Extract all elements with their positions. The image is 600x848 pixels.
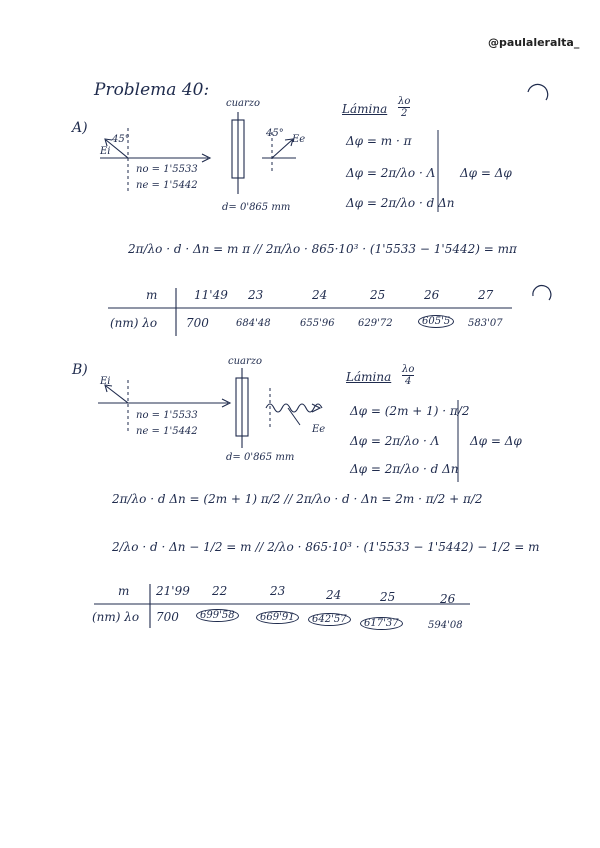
part-a-m-5: 27: [478, 288, 494, 302]
part-b-l-2: 669'91: [256, 611, 299, 624]
part-b-label: B): [72, 362, 88, 378]
fraction-numerator: λo: [402, 364, 415, 375]
part-a-m-2: 24: [312, 288, 328, 302]
part-b-table-lambda-label: (nm) λo: [92, 610, 140, 624]
part-a-plate-title: Lámina: [342, 102, 388, 116]
part-a-ne: ne = 1'5442: [136, 180, 198, 191]
part-b-thickness: d= 0'865 mm: [226, 452, 295, 463]
part-b-eq-result: Δφ = Δφ: [470, 434, 522, 448]
part-b-main-equation-1: 2π/λo · d Δn = (2m + 1) π/2 // 2π/λo · d · Δn = 2m · π/2 + π/2: [112, 492, 483, 506]
part-b-main-equation-2: 2/λo · d · Δn − 1/2 = m // 2/λo · 865·10³ · (1'5533 − 1'5442) − 1/2 = m: [112, 540, 540, 554]
watermark: @paulaleralta_: [488, 36, 580, 49]
fraction-denominator: 4: [404, 376, 412, 387]
part-a-m-3: 25: [370, 288, 386, 302]
part-a-eq1: Δφ = m · π: [346, 134, 412, 148]
part-b-ee: Ee: [312, 424, 326, 435]
part-b-quartz: cuarzo: [228, 356, 263, 367]
part-a-ei: Ei: [100, 146, 111, 157]
part-a-plate-fraction: [398, 96, 410, 119]
part-a-l-0: 700: [186, 316, 209, 330]
part-b-l-4: 617'37: [360, 617, 403, 630]
problem-title: Problema 40:: [94, 80, 210, 100]
part-a-quartz: cuarzo: [226, 98, 261, 109]
part-a-l-3: 629'72: [358, 318, 393, 329]
part-b-ei: Ei: [100, 376, 111, 387]
part-b-plate-fraction: [402, 364, 414, 387]
part-b-m-0: 21'99: [156, 584, 190, 598]
part-a-angle: 45°: [112, 134, 130, 145]
part-a-no: no = 1'5533: [136, 164, 198, 175]
part-a-table-m-label: m: [146, 288, 158, 302]
part-a-m-4: 26: [424, 288, 440, 302]
part-b-no: no = 1'5533: [136, 410, 198, 421]
part-a-label: A): [72, 120, 88, 136]
part-a-l-4: 605'5: [418, 315, 454, 328]
part-b-m-5: 26: [440, 592, 456, 606]
part-a-m-0: 11'49: [194, 288, 228, 302]
part-b-l-3: 642'57: [308, 613, 351, 626]
part-a-l-1: 684'48: [236, 318, 271, 329]
part-b-m-2: 23: [270, 584, 286, 598]
part-b-m-4: 25: [380, 590, 396, 604]
part-b-eq1: Δφ = (2m + 1) · π/2: [350, 404, 470, 418]
part-b-m-3: 24: [326, 588, 342, 602]
part-a-eq3: Δφ = 2π/λo · d Δn: [346, 196, 455, 210]
fraction-numerator: λo: [398, 96, 411, 107]
part-b-m-1: 22: [212, 584, 228, 598]
part-a-table-lambda-label: (nm) λo: [110, 316, 158, 330]
part-a-m-1: 23: [248, 288, 264, 302]
part-b-eq3: Δφ = 2π/λo · d Δn: [350, 462, 459, 476]
part-a-eq-result: Δφ = Δφ: [460, 166, 512, 180]
part-a-angle-out: 45°: [266, 128, 284, 139]
part-b-l-0: 700: [156, 610, 179, 624]
part-a-thickness: d= 0'865 mm: [222, 202, 291, 213]
part-b-plate-title: Lámina: [346, 370, 392, 384]
part-b-l-1: 699'58: [196, 609, 239, 622]
part-b-table-m-label: m: [118, 584, 130, 598]
part-b-l-5: 594'08: [428, 620, 463, 631]
part-a-ee: Ee: [292, 134, 306, 145]
part-a-eq2: Δφ = 2π/λo · Λ: [346, 166, 436, 180]
part-a-l-5: 583'07: [468, 318, 503, 329]
part-a-main-equation: 2π/λo · d · Δn = m π // 2π/λo · 865·10³ · (1'5533 − 1'5442) = mπ: [128, 242, 517, 256]
part-b-eq2: Δφ = 2π/λo · Λ: [350, 434, 440, 448]
fraction-denominator: 2: [400, 108, 408, 119]
part-b-ne: ne = 1'5442: [136, 426, 198, 437]
part-a-l-2: 655'96: [300, 318, 335, 329]
